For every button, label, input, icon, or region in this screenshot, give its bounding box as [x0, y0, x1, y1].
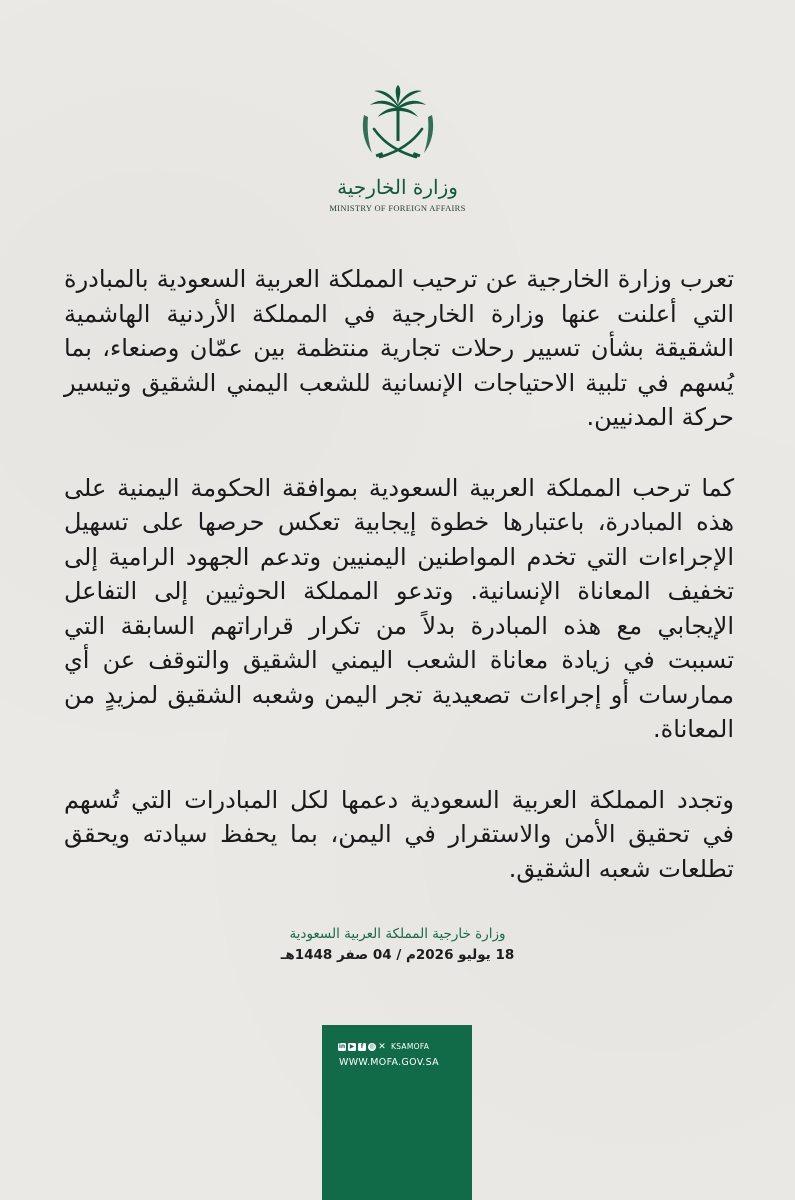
linkedin-icon[interactable]: in — [338, 1042, 346, 1050]
signature-date: 18 يوليو 2026م / 04 صفر 1448هـ — [280, 947, 515, 963]
instagram-icon[interactable]: ◎ — [369, 1042, 375, 1050]
x-icon[interactable]: ✕ — [378, 1041, 386, 1052]
website-link[interactable]: WWW.MOFA.GOV.SA — [339, 1057, 439, 1068]
ministry-name-english: MINISTRY OF FOREIGN AFFAIRS — [329, 203, 466, 213]
youtube-icon[interactable]: ▶ — [349, 1042, 355, 1050]
signature-block — [0, 924, 795, 966]
social-links — [338, 1042, 458, 1051]
letterhead — [0, 85, 795, 213]
signature-name: وزارة خارجية المملكة العربية السعودية — [289, 926, 506, 942]
statement-paragraph-2: كما ترحب المملكة العربية السعودية بموافقة الحكومة اليمنية على هذه المبادرة، باعتبارها خطوة إيجابية تعكس حرصها على تسهيل الإجراءات التي تخدم المواطنين اليمنيين وتدعم الجهود الرامية إلى تخفيف المعاناة الإنسانية. وتدعو المملكة الحوثيين إلى التفاعل الإيجابي مع هذه المبادرة بدلاً من تكرار قراراتهم السابقة التي تسببت في زيادة معاناة الشعب اليمني الشقيق والتوقف عن أي ممارسات أو إجراءات تصعيدية تجر اليمن وشعبه الشقيق لمزيدٍ من المعاناة. — [64, 473, 734, 743]
saudi-emblem-palm-swords-icon — [358, 85, 438, 173]
facebook-icon[interactable]: f — [358, 1043, 366, 1051]
statement-paragraph-1: تعرب وزارة الخارجية عن ترحيب المملكة العربية السعودية بالمبادرة التي أعلنت عنها وزارة الخارجية في المملكة الأردنية الهاشمية الشقيقة بشأن تسيير رحلات تجارية منتظمة بين عمّان وصنعاء، بما يُسهم في تلبية الاحتياجات الإنسانية للشعب اليمني الشقيق وتيسير حركة المدنيين. — [64, 265, 734, 431]
statement-paragraph-3: وتجدد المملكة العربية السعودية دعمها لكل المبادرات التي تُسهم في تحقيق الأمن والاستقرار في اليمن، بما يحفظ سيادته ويحقق تطلعات شعبه الشقيق. — [64, 785, 734, 883]
social-handle[interactable]: KSAMOFA — [391, 1042, 430, 1051]
ministry-name-arabic: وزارة الخارجية — [337, 175, 458, 199]
press-statement — [64, 262, 734, 922]
footer-contact-box — [322, 1025, 472, 1200]
